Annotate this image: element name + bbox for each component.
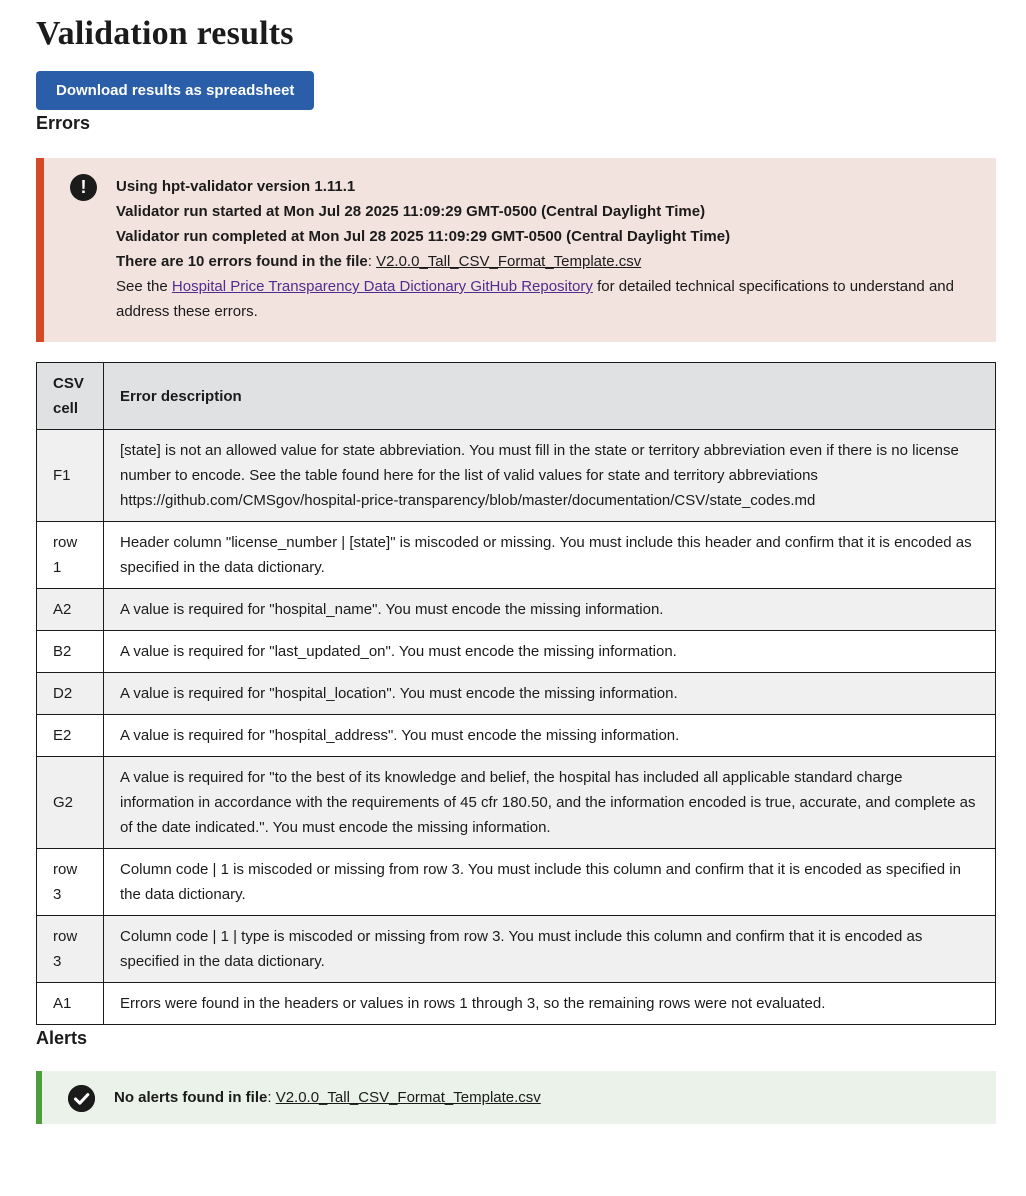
- table-row: [37, 757, 996, 849]
- csv-cell: G2: [37, 757, 104, 849]
- csv-cell: A2: [37, 589, 104, 631]
- error-description: [state] is not an allowed value for state abbreviation. You must fill in the state or territory abbreviation even if there is no license number to encode. See the table found here for the list of valid values for state and territory abbreviations https://github.com/CMSgov/hospital-price-transparency/blob/master/documentation/CSV/state_codes.md: [104, 430, 996, 522]
- csv-cell: row 3: [37, 916, 104, 983]
- csv-cell: B2: [37, 631, 104, 673]
- alerts-heading: Alerts: [36, 1028, 88, 1048]
- error-description: Column code | 1 is miscoded or missing from row 3. You must include this column and confirm that it is encoded as specified in the data dictionary.: [104, 849, 996, 916]
- check-circle-icon: [68, 1085, 95, 1112]
- error-description: A value is required for "hospital_address". You must encode the missing information.: [104, 715, 996, 757]
- errors-summary-alert: [36, 158, 996, 342]
- no-alerts-label: No alerts found in file: [114, 1089, 268, 1106]
- error-description: Errors were found in the headers or values in rows 1 through 3, so the remaining rows were not evaluated.: [104, 983, 996, 1025]
- error-description: Header column "license_number | [state]" is miscoded or missing. You must include this header and confirm that it is encoded as specified in the data dictionary.: [104, 522, 996, 589]
- csv-cell: F1: [37, 430, 104, 522]
- exclamation-icon: !: [70, 174, 97, 201]
- csv-cell: A1: [37, 983, 104, 1025]
- error-description: A value is required for "to the best of its knowledge and belief, the hospital has included all applicable standard charge information in accordance with the requirements of 45 cfr 180.50, and the information encoded is true, accurate, and complete as of the date indicated.". You must encode the missing information.: [104, 757, 996, 849]
- error-count-label: There are 10 errors found in the file: [116, 253, 368, 270]
- errors-table-header-row: [37, 363, 996, 430]
- error-count-separator: :: [367, 253, 377, 270]
- table-row: [37, 916, 996, 983]
- csv-cell: row 1: [37, 522, 104, 589]
- no-alerts-alert: [36, 1071, 996, 1124]
- column-header-csv-cell: CSV cell: [37, 363, 104, 430]
- table-row: [37, 673, 996, 715]
- column-header-error-description: Error description: [104, 363, 996, 430]
- data-dictionary-link[interactable]: Hospital Price Transparency Data Dictionary GitHub Repository: [171, 278, 593, 295]
- table-row: [37, 589, 996, 631]
- table-row: [37, 849, 996, 916]
- error-description: A value is required for "hospital_location". You must encode the missing information.: [104, 673, 996, 715]
- see-prefix: See the: [116, 278, 172, 295]
- table-row: [37, 983, 996, 1025]
- csv-cell: E2: [37, 715, 104, 757]
- csv-cell: D2: [37, 673, 104, 715]
- error-file-name: V2.0.0_Tall_CSV_Format_Template.csv: [376, 253, 642, 270]
- table-row: [37, 715, 996, 757]
- table-row: [37, 430, 996, 522]
- see-repository-line: [116, 274, 956, 324]
- table-row: [37, 631, 996, 673]
- no-alerts-line: [114, 1085, 956, 1110]
- download-spreadsheet-button[interactable]: Download results as spreadsheet: [36, 71, 314, 110]
- error-description: A value is required for "last_updated_on". You must encode the missing information.: [104, 631, 996, 673]
- table-row: [37, 522, 996, 589]
- validator-completed: Validator run completed at Mon Jul 28 2025 11:09:29 GMT-0500 (Central Daylight Time): [116, 228, 731, 245]
- validator-started: Validator run started at Mon Jul 28 2025 11:09:29 GMT-0500 (Central Daylight Time): [116, 203, 706, 220]
- csv-cell: row 3: [37, 849, 104, 916]
- alerts-file-name: V2.0.0_Tall_CSV_Format_Template.csv: [275, 1089, 541, 1106]
- errors-heading: Errors: [36, 113, 91, 133]
- no-alerts-separator: :: [267, 1089, 276, 1106]
- errors-table: [36, 362, 996, 1025]
- error-description: Column code | 1 | type is miscoded or missing from row 3. You must include this column and confirm that it is encoded as specified in the data dictionary.: [104, 916, 996, 983]
- error-description: A value is required for "hospital_name". You must encode the missing information.: [104, 589, 996, 631]
- validator-version: Using hpt-validator version 1.11.1: [116, 178, 356, 195]
- error-count-line: [116, 249, 956, 274]
- see-suffix: for detailed technical specifications to understand and address these errors.: [116, 278, 954, 320]
- page-title: Validation results: [36, 15, 294, 52]
